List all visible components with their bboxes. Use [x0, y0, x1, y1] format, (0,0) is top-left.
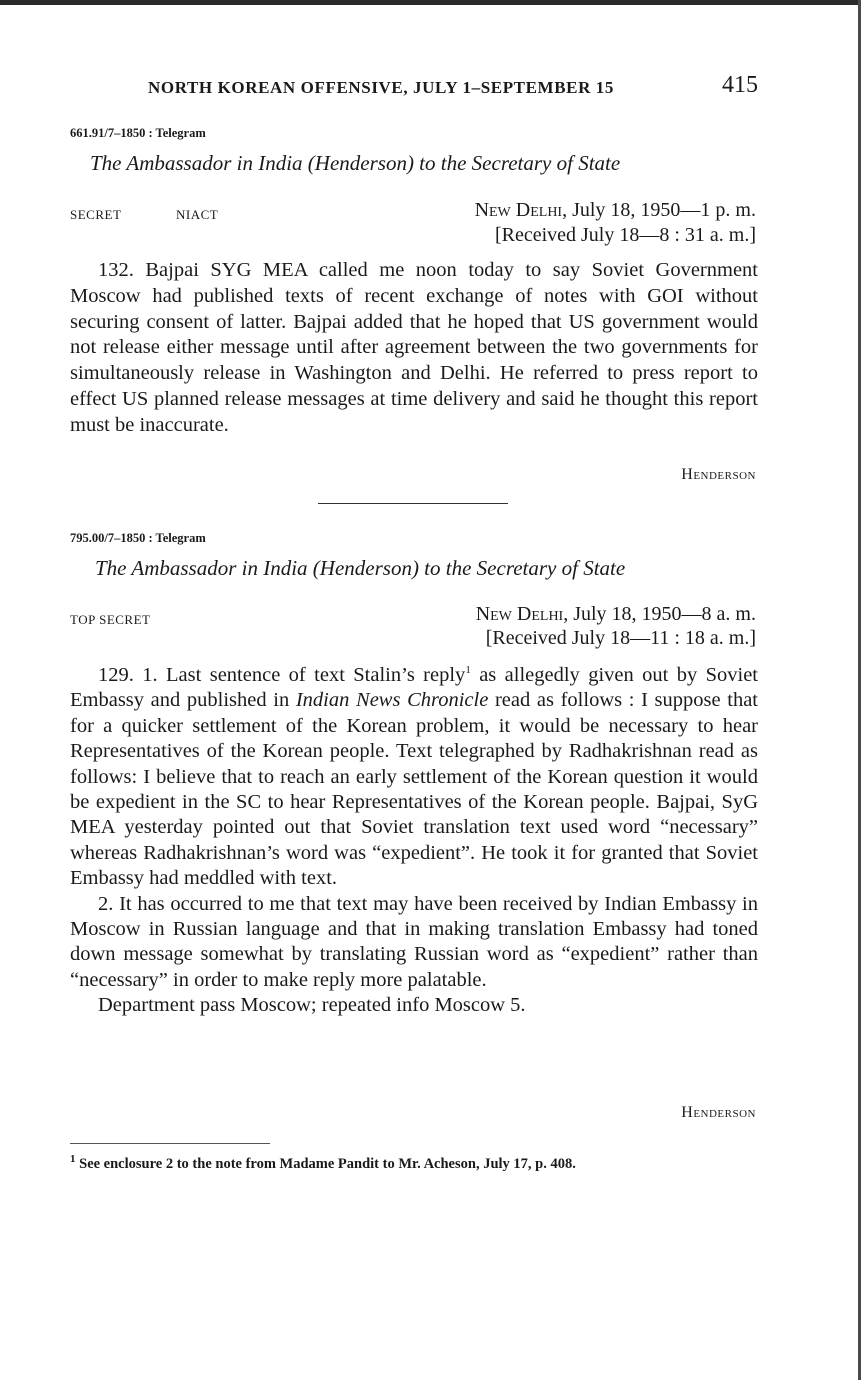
telegram-body — [70, 663, 758, 1019]
dateline-date: , July 18, 1950—8 a. m. — [563, 603, 756, 625]
signature: Henderson — [681, 466, 756, 483]
file-reference: 661.91/7–1850 : Telegram — [70, 126, 206, 140]
document-title: The Ambassador in India (Henderson) to the Secretary of State — [90, 151, 621, 175]
dateline — [476, 603, 756, 626]
dateline-place: New Delhi — [474, 199, 563, 221]
publication-title: Indian News Chronicle — [295, 689, 489, 712]
footnote — [70, 1155, 765, 1174]
paragraph: Department pass Moscow; repeated info Moscow 5. — [98, 994, 526, 1017]
precedence-label: NIACT — [176, 207, 219, 222]
paragraph: 132. Bajpai SYG MEA called me noon today to say Soviet Government Moscow had published texts of recent exchange of notes with GOI without securing consent of latter. Bajpai added that he hoped that US government would not release either message until after agreement between the two governments for simultaneously release in Washington and Delhi. He referred to press report to effect US planned release messages at time delivery and said he thought this report must be inaccurate. — [70, 259, 758, 436]
page-top-border — [0, 0, 861, 5]
file-reference: 795.00/7–1850 : Telegram — [70, 531, 206, 545]
section-divider — [318, 503, 508, 504]
paragraph: 129. 1. Last sentence of text Stalin’s reply$^1$ as allegedly given out by Soviet Embassy and published in Indian News Chronicle read as follows : I suppose that for a quicker settlement of the Korean problem, it would be necessary to hear Representatives of the Korean people. Text telegraphed by Radhakrishnan read as follows: I believe that to reach an early settlement of the Korean question it would be expedient in the SC to hear Representatives of the Korean people. Bajpai, SyG MEA yesterday pointed out that Soviet translation text used word “necessary” whereas Radhakrishnan’s word was “expedient”. He took it for granted that Soviet Embassy had meddled with text. — [70, 664, 759, 890]
page-header — [148, 72, 758, 102]
classification-label: SECRET — [70, 207, 122, 222]
received-line: [Received July 18—11 : 18 a. m.] — [485, 627, 756, 649]
footnote-text: See enclosure 2 to the note from Madame Pandit to Mr. Acheson, July 17, p. 408. — [75, 1156, 576, 1172]
classification-label: TOP SECRET — [70, 612, 151, 627]
running-head: NORTH KOREAN OFFENSIVE, JULY 1–SEPTEMBER 15 — [148, 78, 615, 97]
telegram-body — [70, 258, 758, 439]
footnote-mark: 1 — [70, 1153, 76, 1166]
dateline-place: New Delhi — [475, 603, 564, 625]
dateline-date: , July 18, 1950—1 p. m. — [562, 199, 756, 221]
signature: Henderson — [681, 1104, 756, 1121]
paragraph: 2. It has occurred to me that text may have been received by Indian Embassy in Moscow in Russian language and that in making translation Embassy had toned down message somewhat by translating Russian word as “expedient” rather than “necessary” in order to make reply more palatable. — [70, 892, 758, 991]
dateline — [475, 199, 756, 222]
footnote-reference: 1 — [465, 664, 471, 677]
page-number: 415 — [722, 72, 758, 98]
footnote-divider — [70, 1143, 270, 1144]
document-title: The Ambassador in India (Henderson) to the Secretary of State — [95, 556, 626, 580]
received-line: [Received July 18—8 : 31 a. m.] — [494, 224, 756, 246]
